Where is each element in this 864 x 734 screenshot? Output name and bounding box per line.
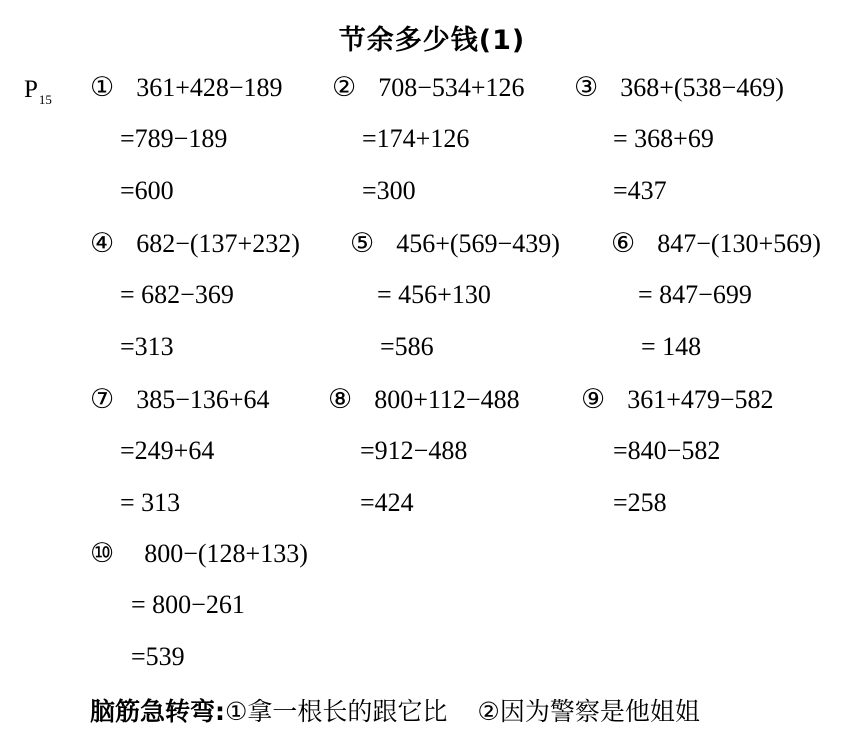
problem-number: ⑩ — [90, 538, 115, 569]
problem-expression — [574, 72, 784, 103]
page-title: 节余多少钱(1) — [338, 25, 526, 56]
problem-number: ⑤ — [350, 228, 375, 259]
solution-step-1: = 847−699 — [638, 280, 752, 309]
expression-text: 800+112−488 — [374, 385, 520, 414]
problem-number: ⑨ — [581, 384, 606, 415]
problem-number: ② — [332, 72, 357, 103]
riddle-label: 脑筋急转弯: — [90, 697, 225, 726]
solution-step-1: = 456+130 — [377, 280, 491, 309]
solution-step-1: = 368+69 — [613, 124, 714, 153]
expression-text: 368+(538−469) — [620, 73, 784, 102]
problem-number: ⑧ — [328, 384, 353, 415]
problem-number: ⑥ — [611, 228, 636, 259]
solution-step-2: =437 — [613, 176, 667, 205]
solution-step-2: =539 — [131, 642, 185, 671]
page-number-subscript: 15 — [38, 92, 52, 107]
problem-expression — [581, 384, 774, 415]
page-number-label — [24, 76, 52, 107]
solution-step-2: = 313 — [120, 488, 181, 517]
expression-text: 708−534+126 — [378, 73, 525, 102]
solution-step-1: =249+64 — [120, 436, 215, 465]
problem-expression — [90, 384, 270, 415]
solution-step-2: =258 — [613, 488, 667, 517]
solution-step-1: =912−488 — [360, 436, 468, 465]
solution-step-1: = 800−261 — [131, 590, 245, 619]
expression-text: 800−(128+133) — [144, 539, 308, 568]
solution-step-2: =586 — [380, 332, 434, 361]
page-prefix: P — [24, 76, 38, 103]
problem-expression — [90, 538, 308, 569]
problem-expression — [90, 72, 283, 103]
problem-expression — [611, 228, 821, 259]
expression-text: 361+428−189 — [136, 73, 283, 102]
solution-step-1: =789−189 — [120, 124, 228, 153]
solution-step-2: =313 — [120, 332, 174, 361]
problem-number: ① — [90, 72, 115, 103]
solution-step-1: =174+126 — [362, 124, 470, 153]
riddle-answer-2: ②因为警察是他姐姐 — [477, 697, 700, 726]
expression-text: 456+(569−439) — [396, 229, 560, 258]
problem-number: ③ — [574, 72, 599, 103]
problem-number: ④ — [90, 228, 115, 259]
riddle-answer-1: ①拿一根长的跟它比 — [225, 697, 448, 726]
problem-expression — [90, 228, 300, 259]
problem-expression — [332, 72, 525, 103]
riddle-answers — [90, 692, 700, 728]
solution-step-2: =424 — [360, 488, 414, 517]
expression-text: 361+479−582 — [627, 385, 774, 414]
solution-step-1: =840−582 — [613, 436, 721, 465]
expression-text: 385−136+64 — [136, 385, 270, 414]
problem-expression — [328, 384, 520, 415]
solution-step-2: =600 — [120, 176, 174, 205]
solution-step-2: = 148 — [641, 332, 702, 361]
problem-number: ⑦ — [90, 384, 115, 415]
problem-expression — [350, 228, 560, 259]
solution-step-1: = 682−369 — [120, 280, 234, 309]
expression-text: 847−(130+569) — [657, 229, 821, 258]
solution-step-2: =300 — [362, 176, 416, 205]
expression-text: 682−(137+232) — [136, 229, 300, 258]
